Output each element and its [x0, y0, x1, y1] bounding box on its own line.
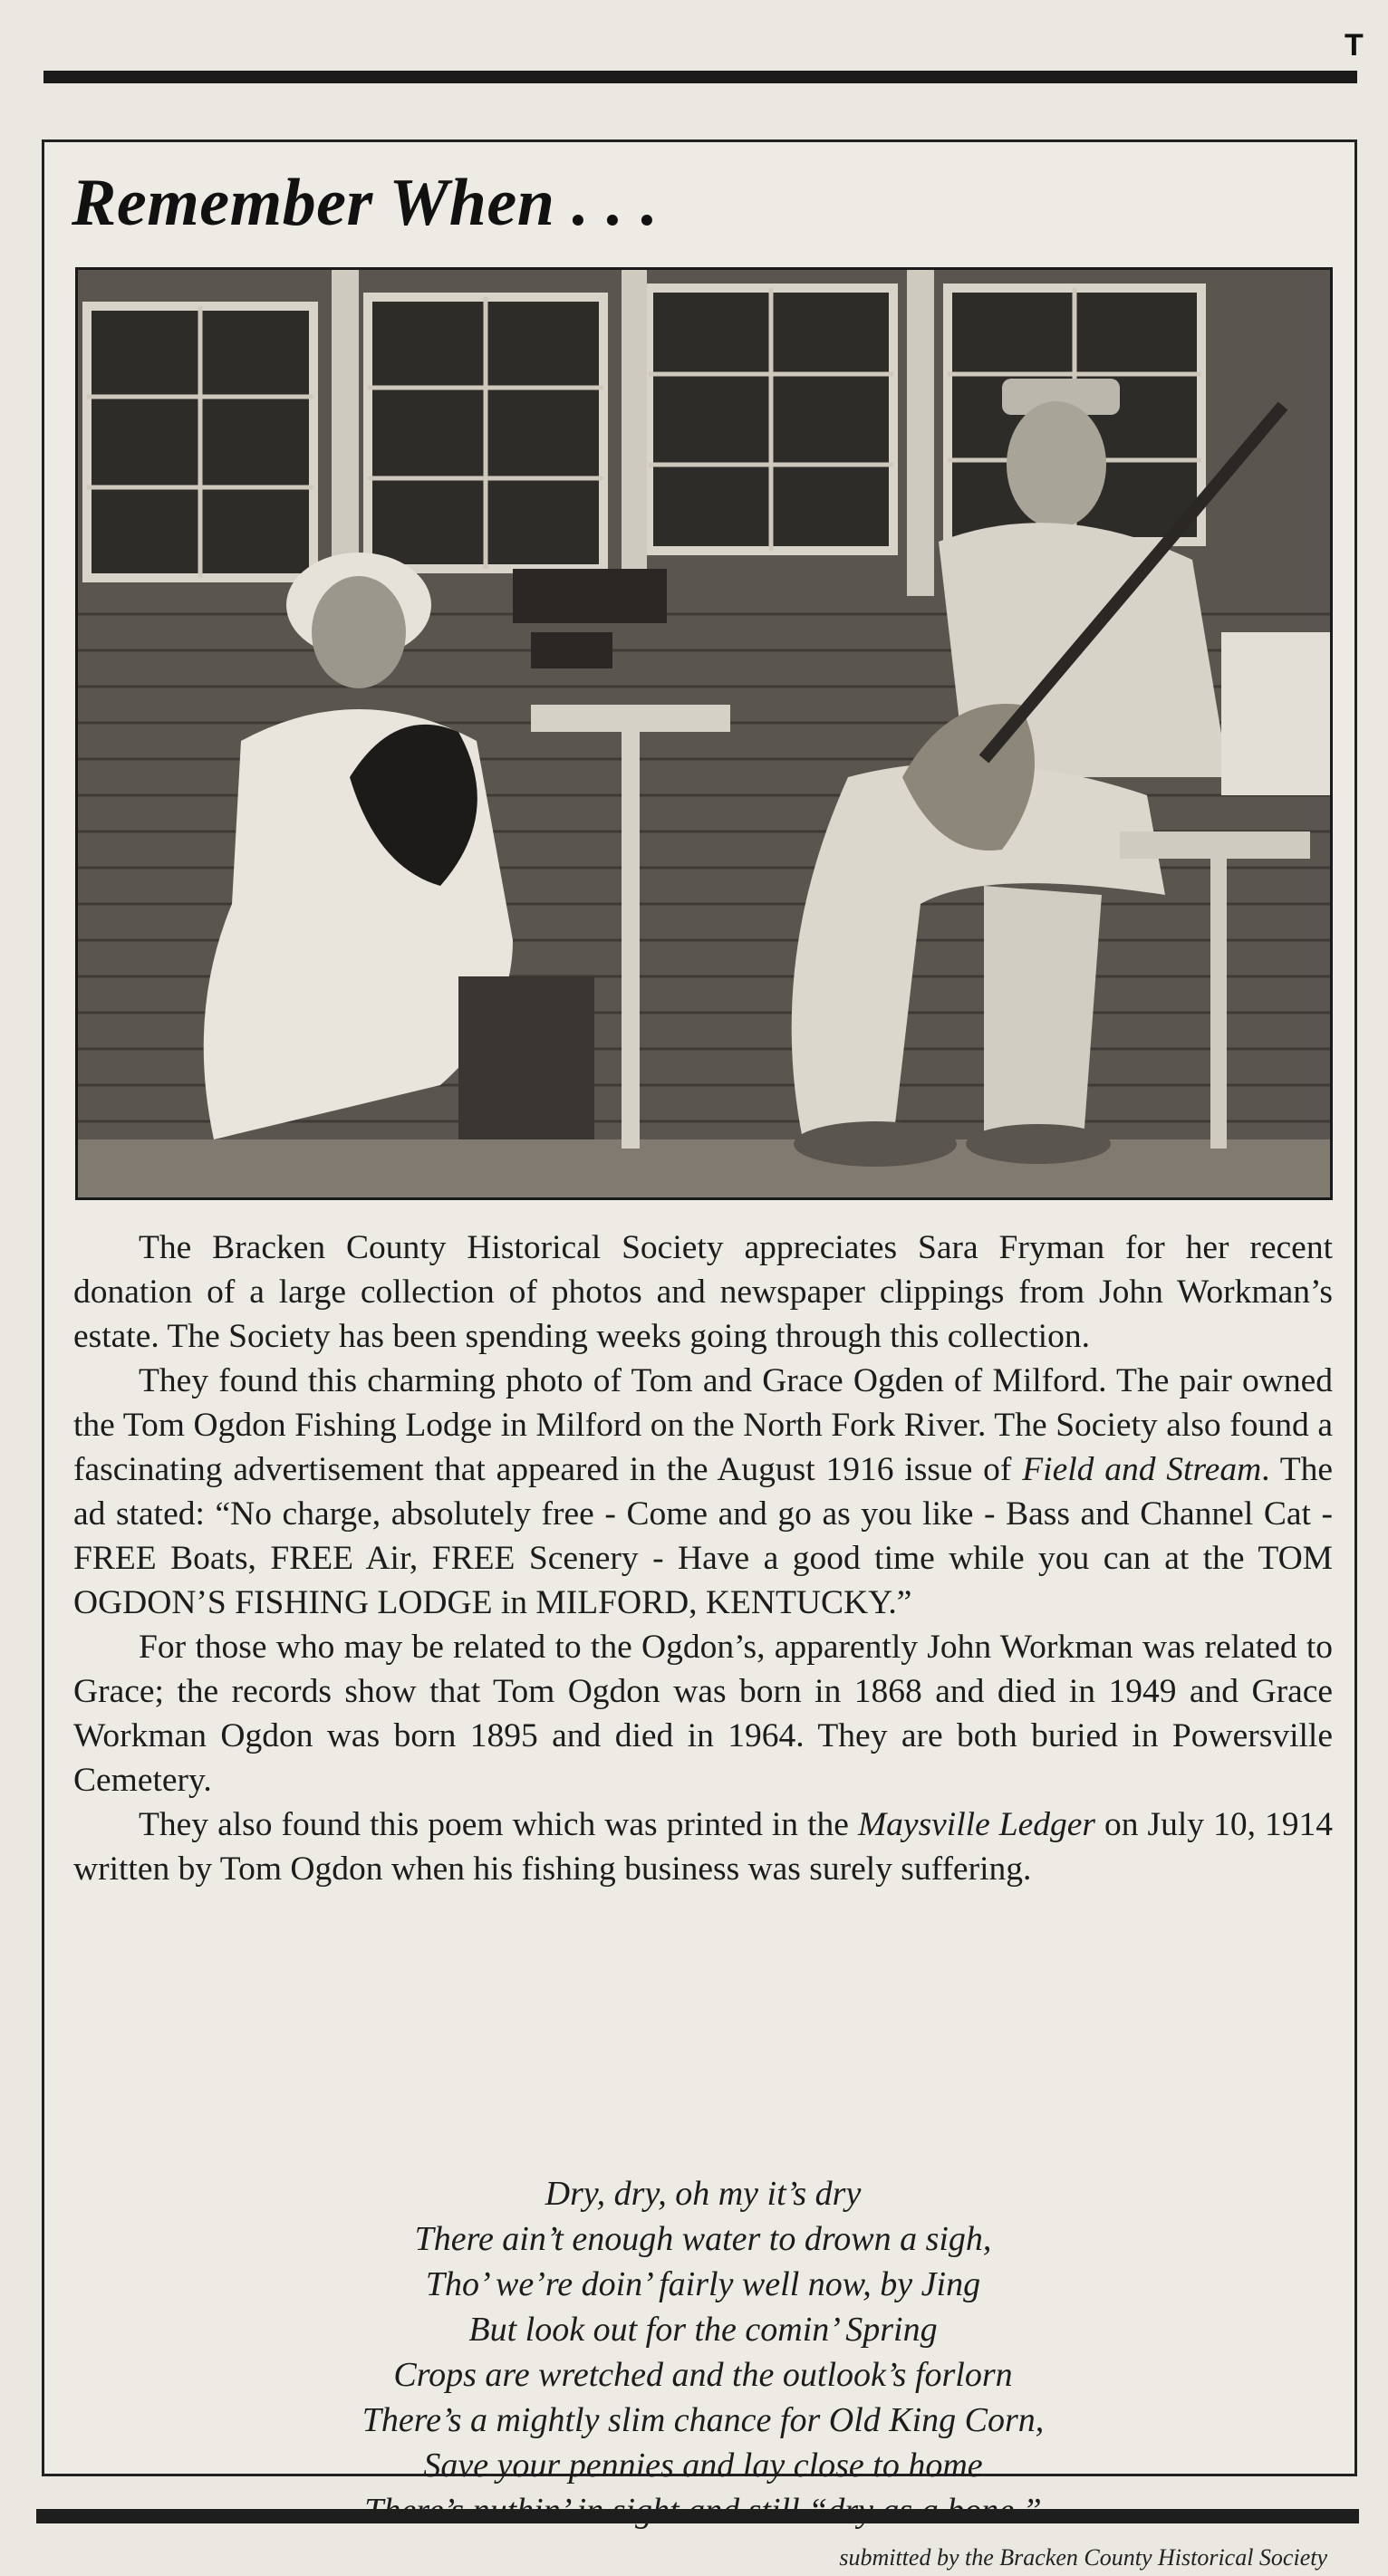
credit-line: submitted by the Bracken County Historical Society [839, 2544, 1327, 2571]
poem-line: Save your pennies and lay close to home [423, 2446, 983, 2485]
bottom-rule [36, 2509, 1359, 2523]
article-body [73, 1226, 1333, 1891]
newspaper-title: Maysville Ledger [857, 1806, 1095, 1843]
paragraph-1: The Bracken County Historical Society appreciates Sara Fryman for her recent donation of a large collection of photos and newspaper clippings from John Workman’s estate. The Society has been spending weeks going through this collection. [73, 1229, 1333, 1355]
poem-line: There ain’t enough water to drown a sigh, [414, 2220, 992, 2258]
paragraph-4: They also found this poem which was printed in the Maysville Ledger on July 10, 1914 written by Tom Ogdon when his fishing business was surely suffering. [73, 1806, 1334, 1888]
paragraph-2: They found this charming photo of Tom and Grace Ogden of Milford. The pair owned the Tom Ogdon Fishing Lodge in Milford on the North Fork River. The Society also found a fascinating advertisement that appeared in the August 1916 issue of Field and Stream. The ad stated: “No charge, absolutely free - Come and go as you like - Bass and Channel Cat - FREE Boats, FREE Air, FREE Scenery - Have a good time while you can at the TOM OGDON’S FISHING LODGE in MILFORD, KENTUCKY.” [73, 1362, 1333, 1621]
top-rule [43, 71, 1357, 83]
poem [73, 2171, 1333, 2533]
poem-line: There’s a mightly slim chance for Old King Corn, [361, 2401, 1045, 2439]
article-box [42, 139, 1357, 2571]
corner-letter: T [1345, 28, 1364, 62]
historic-photo [75, 267, 1333, 1200]
poem-line: Tho’ we’re doin’ fairly well now, by Jing [425, 2265, 981, 2303]
poem-line: Crops are wretched and the outlook’s forlorn [393, 2356, 1013, 2394]
poem-line: Dry, dry, oh my it’s dry [545, 2175, 862, 2213]
publication-title: Field and Stream [1022, 1451, 1262, 1488]
headline: Remember When . . . [72, 166, 659, 240]
poem-line: But look out for the comin’ Spring [468, 2311, 938, 2349]
paragraph-3: For those who may be related to the Ogdon’s, apparently John Workman was related to Grace; the records show that Tom Ogdon was born in 1868 and died in 1949 and Grace Workman Ogdon was born 1895 and died in 1964. They are both buried in Powersville Cemetery. [73, 1629, 1333, 1799]
